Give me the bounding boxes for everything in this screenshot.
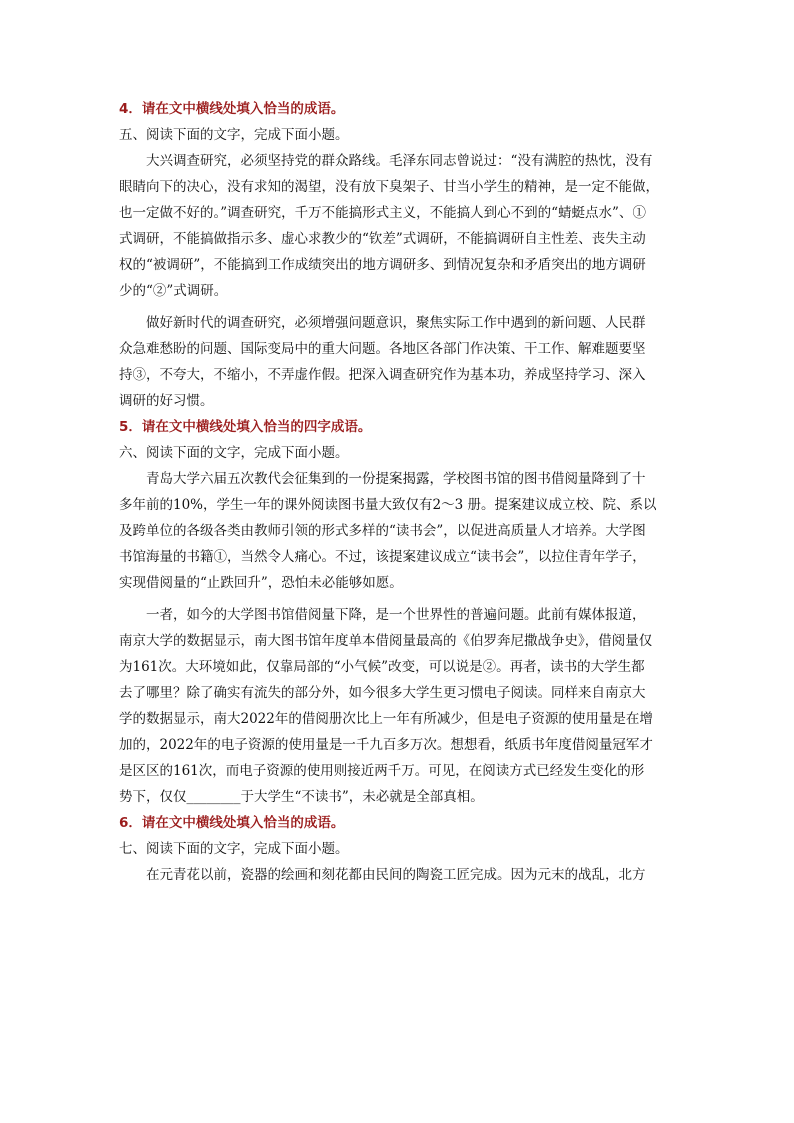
passage-line: 众急难愁盼的问题、国际变局中的重大问题。各地区各部门作决策、干工作、解难题要坚 xyxy=(119,341,646,357)
question-5: 5．请在文中横线处填入恰当的四字成语。 xyxy=(119,419,372,435)
passage-line: 去了哪里？除了确实有流失的部分外，如今很多大学生更习惯电子阅读。同样来自南京大 xyxy=(119,685,646,701)
passage-line: 也一定做不好的。”调查研究，千万不能搞形式主义，不能搞人到心不到的“蜻蜓点水”、① xyxy=(119,205,646,221)
passage-line: 式调研，不能搞做指示多、虚心求教少的“钦差”式调研，不能搞调研自主性差、丧失主动 xyxy=(119,231,646,247)
passage-line: 加的，2022年的电子资源的使用量是一千九百多万次。想想看，纸质书年度借阅量冠军才 xyxy=(119,737,653,753)
section-5-heading: 五、阅读下面的文字，完成下面小题。 xyxy=(119,127,349,143)
passage-line: 一者，如今的大学图书馆借阅量下降，是一个世界性的普遍问题。此前有媒体报道， xyxy=(146,607,646,623)
passage-line: 学的数据显示，南大2022年的借阅册次比上一年有所减少，但是电子资源的使用量是在增 xyxy=(119,711,653,727)
section-5-passage-2 xyxy=(119,310,674,414)
section-7-passage-1 xyxy=(119,862,674,888)
section-5-passage-1 xyxy=(119,148,674,304)
passage-line: 青岛大学六届五次教代会征集到的一份提案揭露，学校图书馆的图书借阅量降到了十 xyxy=(146,471,646,487)
passage-line: 及跨单位的各级各类由教师引领的形式多样的“读书会”，以促进高质量人才培养。大学图 xyxy=(119,523,646,539)
passage-line: 为161次。大环境如此，仅靠局部的“小气候”改变，可以说是②。再者，读书的大学生都 xyxy=(119,659,645,675)
passage-line: 少的“②”式调研。 xyxy=(119,283,228,299)
passage-line: 多年前的10%，学生一年的课外阅读图书量大致仅有2～3 册。提案建议成立校、院、系以 xyxy=(119,497,657,513)
passage-line: 持③，不夸大，不缩小，不弄虚作假。把深入调查研究作为基本功，养成坚持学习、深入 xyxy=(119,367,646,383)
passage-line: 在元青花以前，瓷器的绘画和刻花都由民间的陶瓷工匠完成。因为元末的战乱，北方 xyxy=(146,867,646,883)
question-6: 6．请在文中横线处填入恰当的成语。 xyxy=(119,815,345,831)
passage-line: 调研的好习惯。 xyxy=(119,393,214,409)
passage-line: 书馆海量的书籍①，当然令人痛心。不过，该提案建议成立“读书会”，以拉住青年学子， xyxy=(119,549,646,565)
passage-line: 眼睛向下的决心，没有求知的渴望，没有放下臭架子、甘当小学生的精神，是一定不能做， xyxy=(119,179,659,195)
passage-line: 势下，仅仅________于大学生“不读书”，未必就是全部真相。 xyxy=(119,789,484,805)
passage-line: 实现借阅量的“止跌回升”，恐怕未必能够如愿。 xyxy=(119,575,403,591)
passage-line: 做好新时代的调查研究，必须增强问题意识，聚焦实际工作中遇到的新问题、人民群 xyxy=(146,315,646,331)
passage-line: 是区区的161次，而电子资源的使用则接近两千万。可见，在阅读方式已经发生变化的形 xyxy=(119,763,645,779)
passage-line: 大兴调查研究，必须坚持党的群众路线。毛泽东同志曾说过：“没有满腔的热忱，没有 xyxy=(146,153,653,169)
question-4: 4．请在文中横线处填入恰当的成语。 xyxy=(119,101,345,117)
document-page xyxy=(119,96,674,888)
section-7-heading: 七、阅读下面的文字，完成下面小题。 xyxy=(119,841,349,857)
passage-line: 权的“被调研”，不能搞到工作成绩突出的地方调研多、到情况复杂和矛盾突出的地方调研 xyxy=(119,257,646,273)
section-6-heading: 六、阅读下面的文字，完成下面小题。 xyxy=(119,445,349,461)
section-6-passage-1 xyxy=(119,466,674,596)
section-6-passage-2 xyxy=(119,602,674,810)
passage-line: 南京大学的数据显示，南大图书馆年度单本借阅量最高的《伯罗奔尼撒战争史》，借阅量仅 xyxy=(119,633,653,649)
